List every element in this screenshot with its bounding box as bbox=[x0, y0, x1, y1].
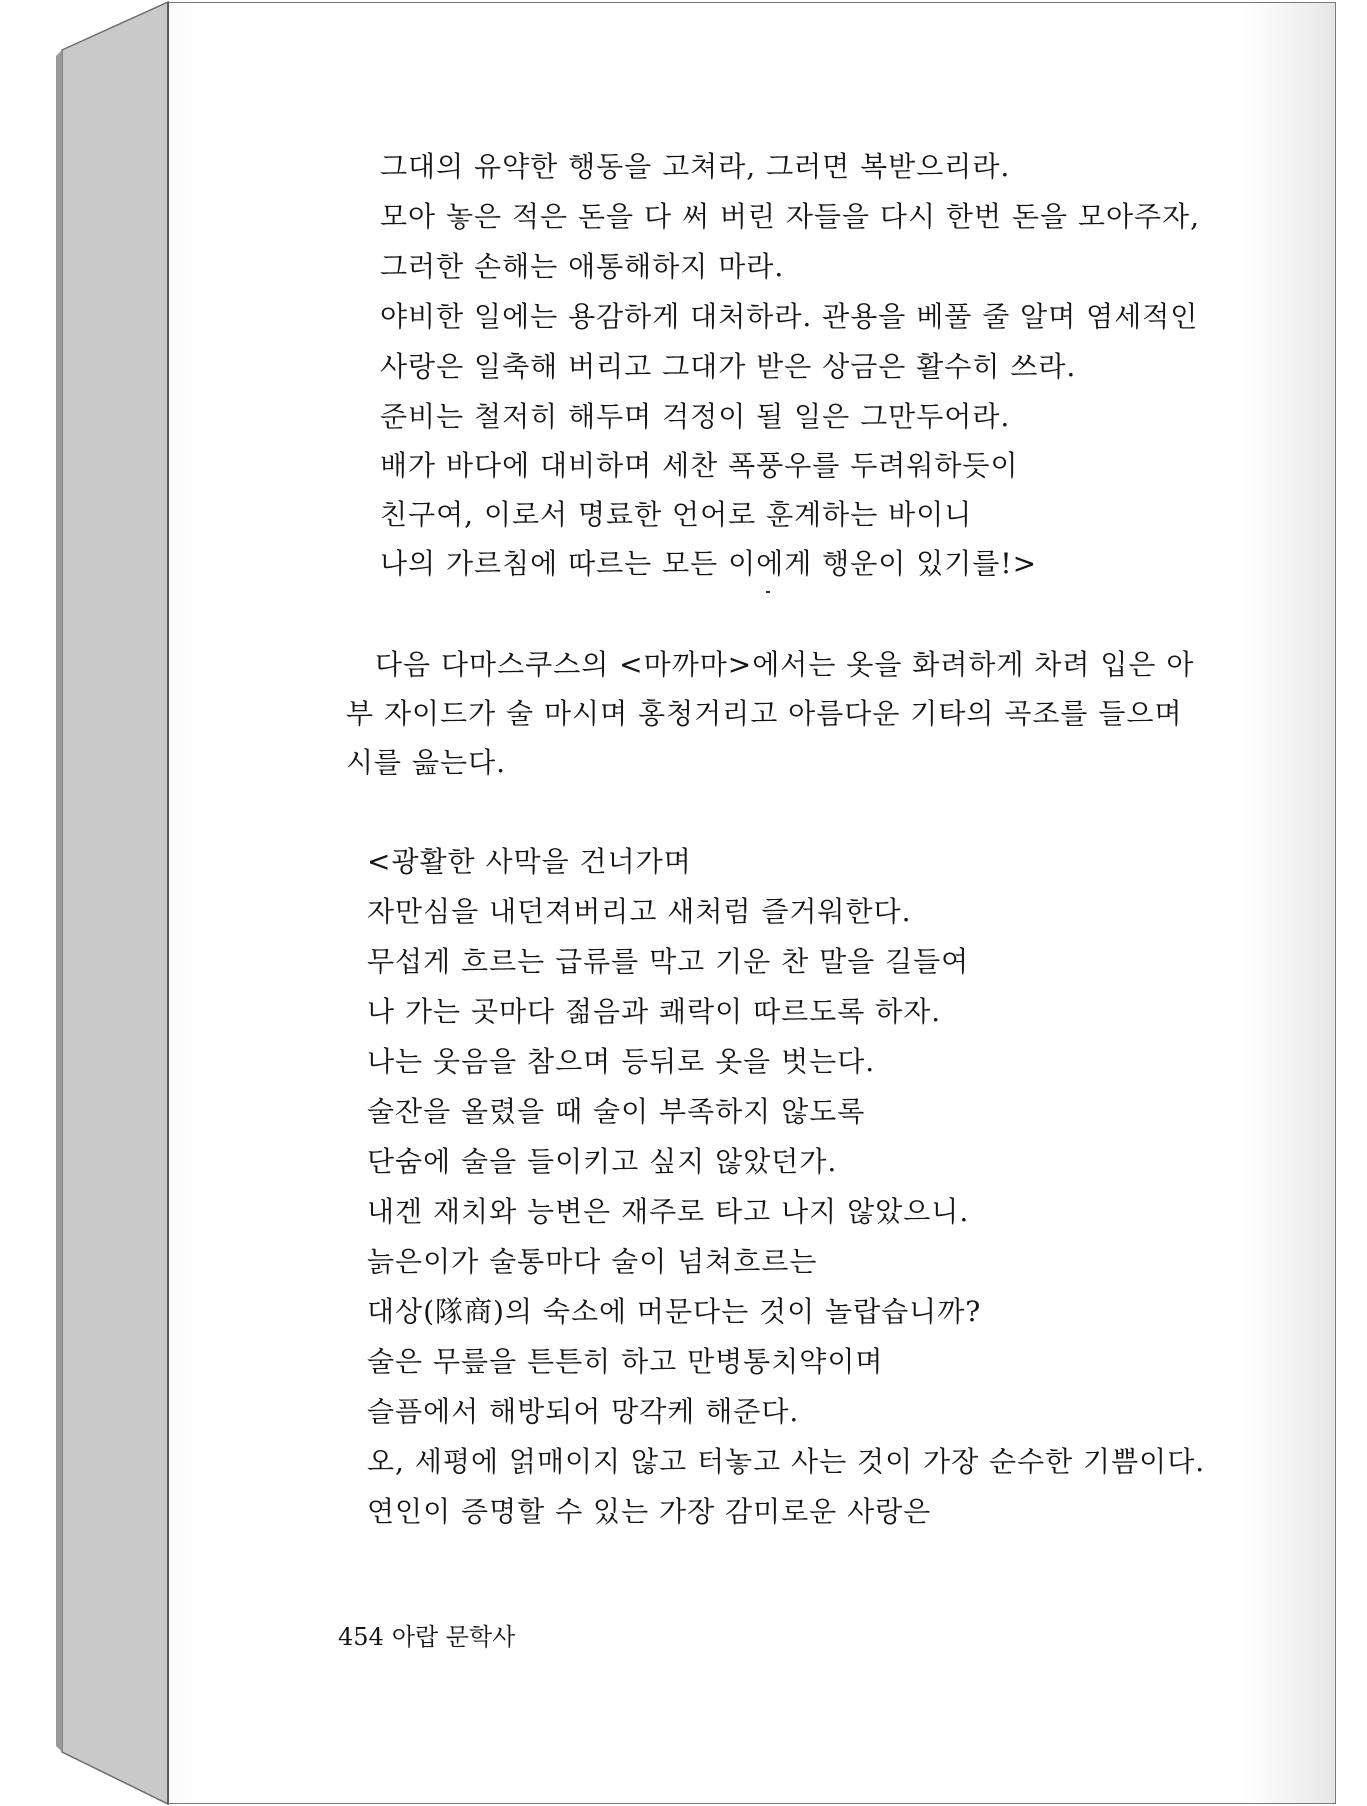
poem1-line-6: 준비는 철저히 해두며 걱정이 될 일은 그만두어라. bbox=[380, 400, 1011, 433]
poem2-line-13: 오, 세평에 얽매이지 않고 터놓고 사는 것이 가장 순수한 기쁨이다. bbox=[367, 1445, 1206, 1478]
scan-speck bbox=[766, 591, 770, 593]
poem2-line-1: <광활한 사막을 건너가며 bbox=[367, 845, 692, 878]
poem2-line-8: 내겐 재치와 능변은 재주로 타고 나지 않았으니. bbox=[367, 1195, 970, 1228]
poem1-line-7: 배가 바다에 대비하며 세찬 폭풍우를 두려워하듯이 bbox=[380, 449, 1019, 482]
poem1-line-2: 모아 놓은 적은 돈을 다 써 버린 자들을 다시 한번 돈을 모아주자, bbox=[380, 200, 1201, 233]
poem1-line-4: 야비한 일에는 용감하게 대처하라. 관용을 베풀 줄 알며 염세적인 bbox=[380, 300, 1199, 333]
poem2-line-12: 슬픔에서 해방되어 망각케 해준다. bbox=[367, 1395, 800, 1428]
poem1-line-3: 그러한 손해는 애통해하지 마라. bbox=[380, 250, 785, 283]
poem1-line-5: 사랑은 일축해 버리고 그대가 받은 상금은 활수히 쓰라. bbox=[380, 350, 1077, 383]
prose-line-2: 부 자이드가 술 마시며 홍청거리고 아름다운 기타의 곡조를 들으며 bbox=[346, 697, 1183, 730]
prose-line-1: 다음 다마스쿠스의 <마까마>에서는 옷을 화려하게 차려 입은 아 bbox=[346, 648, 1195, 681]
running-title: 아랍 문학사 bbox=[391, 1623, 516, 1651]
page-footer bbox=[338, 1622, 515, 1652]
poem2-line-6: 술잔을 올렸을 때 술이 부족하지 않도록 bbox=[367, 1095, 866, 1128]
poem2-line-14: 연인이 증명할 수 있는 가장 감미로운 사랑은 bbox=[367, 1495, 932, 1528]
poem1-line-1: 그대의 유약한 행동을 고쳐라, 그러면 복받으리라. bbox=[380, 150, 1011, 183]
page-number: 454 bbox=[338, 1623, 384, 1651]
poem2-line-5: 나는 웃음을 참으며 등뒤로 옷을 벗는다. bbox=[367, 1045, 876, 1078]
poem2-line-9: 늙은이가 술통마다 술이 넘쳐흐르는 bbox=[367, 1245, 818, 1278]
prose-line-3: 시를 읊는다. bbox=[346, 746, 507, 779]
poem2-line-10: 대상(隊商)의 숙소에 머문다는 것이 놀랍습니까? bbox=[367, 1295, 982, 1328]
poem1-line-8: 친구여, 이로서 명료한 언어로 훈계하는 바이니 bbox=[380, 498, 973, 531]
poem2-line-3: 무섭게 흐르는 급류를 막고 기운 찬 말을 길들여 bbox=[367, 945, 970, 978]
poem2-line-11: 술은 무릎을 튼튼히 하고 만병통치약이며 bbox=[367, 1345, 884, 1378]
poem1-line-9: 나의 가르침에 따르는 모든 이에게 행운이 있기를!> bbox=[380, 547, 1038, 580]
poem2-line-4: 나 가는 곳마다 젊음과 쾌락이 따르도록 하자. bbox=[367, 995, 942, 1028]
poem2-line-7: 단숨에 술을 들이키고 싶지 않았던가. bbox=[367, 1145, 838, 1178]
poem2-line-2: 자만심을 내던져버리고 새처럼 즐거워한다. bbox=[367, 895, 912, 928]
